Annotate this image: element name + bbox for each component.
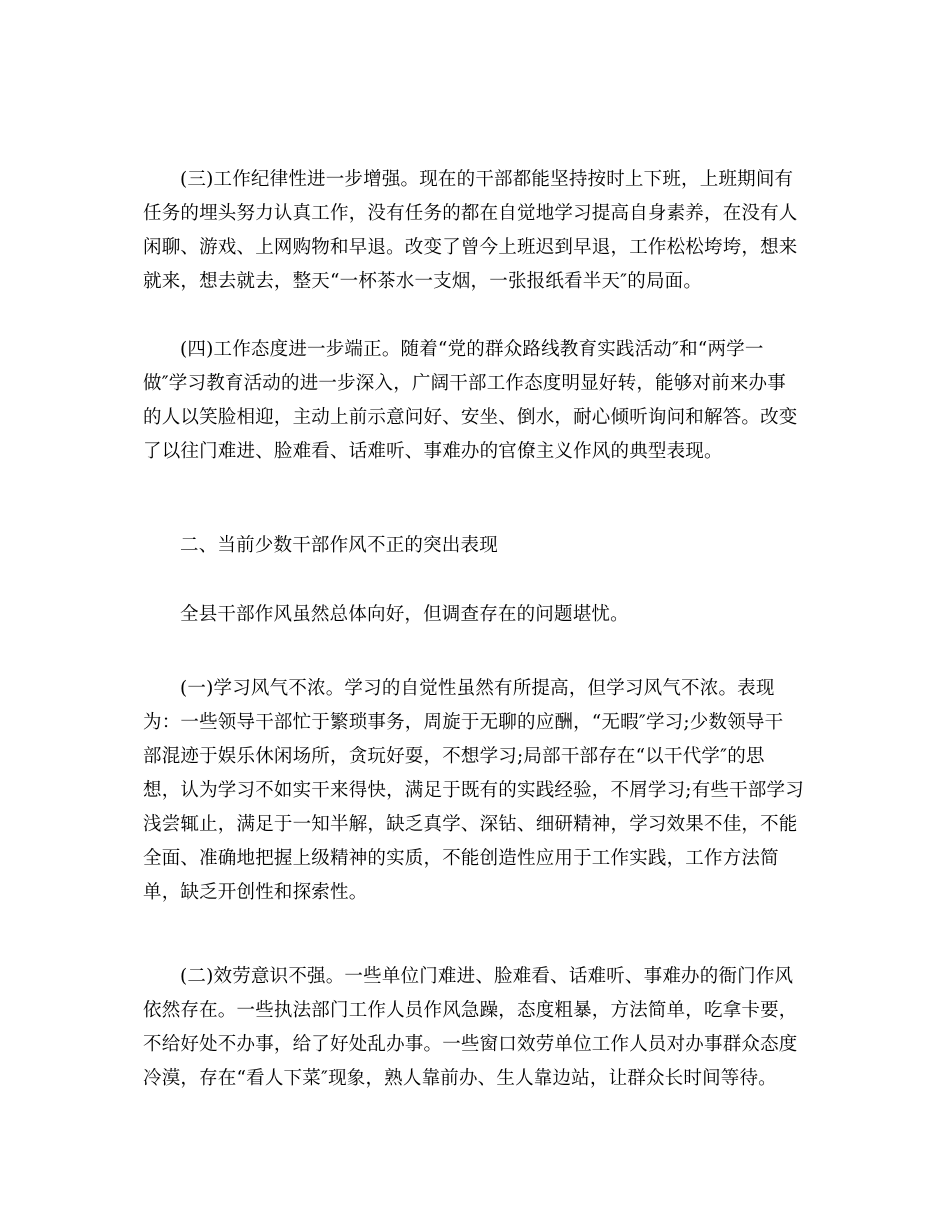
paragraph-study-atmosphere (143, 672, 813, 910)
text-line: 的人以笑脸相迎，主动上前示意问好、安坐、倒水，耐心倾听询问和解答。改变 (143, 407, 798, 428)
paragraph-section-intro (143, 598, 813, 632)
text-line: 依然存在。一些执法部门工作人员作风急躁，态度粗暴，方法简单，吃拿卡要， (143, 1000, 798, 1021)
text-line: 任务的埋头努力认真工作，没有任务的都在自觉地学习提高自身素养，在没有人 (143, 203, 798, 224)
text-line: 浅尝辄止，满足于一知半解，缺乏真学、深钻、细研精神，学习效果不佳，不能 (143, 814, 798, 835)
text-line: 部混迹于娱乐休闲场所，贪玩好耍，不想学习;局部干部存在“以干代学″的思 (143, 746, 765, 767)
paragraph-work-discipline (143, 163, 813, 299)
text-line: 为：一些领导干部忙于繁琐事务，周旋于无聊的应酬，“无暇″学习;少数领导干 (143, 712, 784, 733)
text-line: (一)学习风气不浓。学习的自觉性虽然有所提高，但学习风气不浓。表现 (180, 678, 775, 699)
text-line: 想，认为学习不如实干来得快，满足于既有的实践经验，不屑学习;有些干部学习 (143, 780, 804, 801)
paragraph-service-awareness (143, 960, 813, 1096)
text-line: 单，缺乏开创性和探索性。 (143, 882, 368, 903)
text-line: 冷漠，存在“看人下菜″现象，熟人靠前办、生人靠边站，让群众长时间等待。 (143, 1068, 777, 1089)
paragraph-work-attitude (143, 333, 813, 469)
text-line: 全面、准确地把握上级精神的实质，不能创造性应用于工作实践，工作方法简 (143, 848, 779, 869)
text-line: 做″学习教育活动的进一步深入，广阔干部工作态度明显好转，能够对前来办事 (143, 373, 786, 394)
text-line: 了以往门难进、脸难看、话难听、事难办的官僚主义作风的典型表现。 (143, 441, 723, 462)
text-line: (二)效劳意识不强。一些单位门难进、脸难看、话难听、事难办的衙门作风 (180, 966, 794, 987)
text-line: 不给好处不办事，给了好处乱办事。一些窗口效劳单位工作人员对办事群众态度 (143, 1034, 798, 1055)
text-line: 闲聊、游戏、上网购物和早退。改变了曾今上班迟到早退，工作松松垮垮，想来 (143, 237, 798, 258)
text-line: 就来，想去就去，整天“一杯茶水一支烟，一张报纸看半天″的局面。 (143, 271, 703, 292)
text-line: 全县干部作风虽然总体向好，但调查存在的问题堪忧。 (180, 604, 629, 625)
section-heading: 二、当前少数干部作风不正的突出表现 (180, 535, 498, 556)
section-heading-2 (143, 529, 813, 563)
text-line: (三)工作纪律性进一步增强。现在的干部都能坚持按时上下班，上班期间有 (180, 169, 794, 190)
text-line: (四)工作态度进一步端正。随着“党的群众路线教育实践活动″和“两学一 (180, 339, 764, 360)
